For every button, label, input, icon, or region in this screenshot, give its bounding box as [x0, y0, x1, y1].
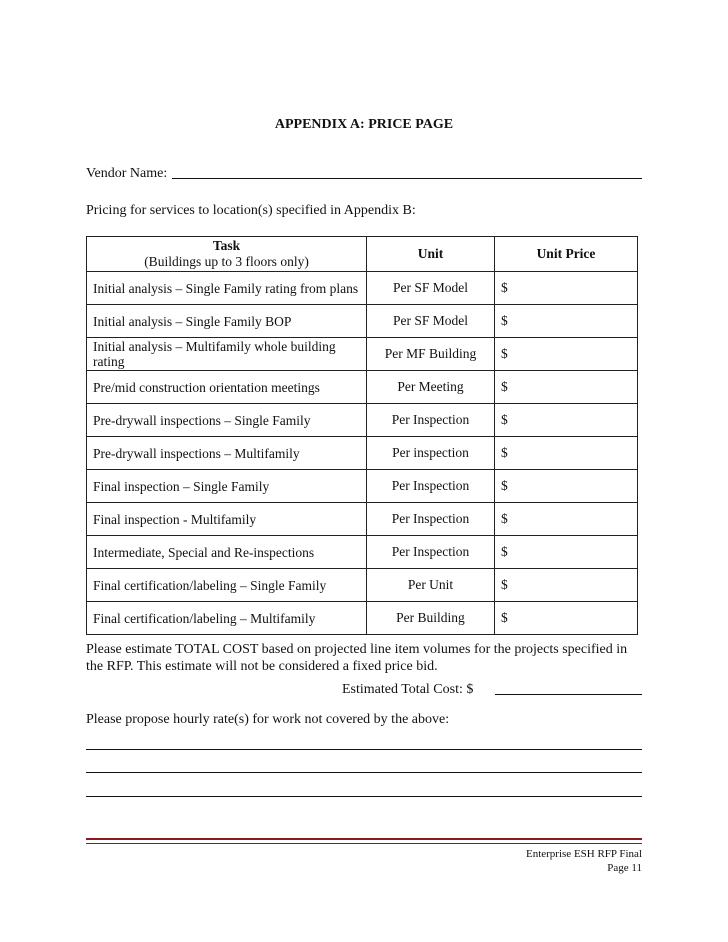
- table-row: [87, 569, 638, 602]
- row-unit: Per inspection: [367, 437, 495, 470]
- row-task: Pre/mid construction orientation meetings: [87, 371, 367, 404]
- estimate-note: Please estimate TOTAL COST based on projected line item volumes for the projects specified in the RFP. This estimate will not be considered a fixed price bid.: [86, 642, 628, 674]
- header-task-sub: (Buildings up to 3 floors only): [144, 254, 309, 269]
- table-row: [87, 272, 638, 305]
- header-task: [87, 237, 367, 272]
- row-unit-price[interactable]: $: [495, 371, 638, 404]
- footer-rule: [86, 838, 642, 840]
- hourly-rate-line-2[interactable]: [86, 772, 642, 773]
- table-row: [87, 371, 638, 404]
- hourly-rate-line-1[interactable]: [86, 749, 642, 750]
- row-unit: Per Inspection: [367, 536, 495, 569]
- vendor-name-field[interactable]: [172, 178, 642, 179]
- row-unit-price[interactable]: $: [495, 602, 638, 635]
- row-unit-price[interactable]: $: [495, 305, 638, 338]
- header-unit: Unit: [367, 237, 495, 272]
- row-unit-price[interactable]: $: [495, 536, 638, 569]
- footer-doc-title: Enterprise ESH RFP Final: [525, 848, 642, 860]
- price-table: [86, 236, 638, 635]
- row-unit-price[interactable]: $: [495, 503, 638, 536]
- table-row: [87, 470, 638, 503]
- table-row: [87, 536, 638, 569]
- row-task: Initial analysis – Multifamily whole building rating: [87, 338, 367, 371]
- hourly-rate-label: Please propose hourly rate(s) for work not covered by the above:: [86, 712, 450, 727]
- row-unit-price[interactable]: $: [495, 437, 638, 470]
- hourly-rate-line-3[interactable]: [86, 796, 642, 797]
- header-task-label: Task: [212, 238, 241, 253]
- row-unit: Per Building: [367, 602, 495, 635]
- estimated-total-field[interactable]: [495, 694, 642, 695]
- row-unit-price[interactable]: $: [495, 272, 638, 305]
- row-unit: Per Unit: [367, 569, 495, 602]
- row-unit-price[interactable]: $: [495, 569, 638, 602]
- footer-page-number: Page 11: [607, 862, 642, 874]
- header-unit-price: Unit Price: [495, 237, 638, 272]
- table-row: [87, 503, 638, 536]
- table-header-row: [87, 237, 638, 272]
- row-unit: Per Inspection: [367, 470, 495, 503]
- footer-rule-thin: [86, 843, 642, 844]
- row-unit: Per Meeting: [367, 371, 495, 404]
- row-task: Pre-drywall inspections – Single Family: [87, 404, 367, 437]
- estimated-total-label: Estimated Total Cost: $: [342, 682, 474, 697]
- pricing-intro: Pricing for services to location(s) specified in Appendix B:: [86, 203, 416, 218]
- row-unit-price[interactable]: $: [495, 470, 638, 503]
- table-row: [87, 602, 638, 635]
- row-unit: Per Inspection: [367, 503, 495, 536]
- table-row: [87, 338, 638, 371]
- vendor-name-label: Vendor Name:: [86, 166, 168, 181]
- row-task: Final inspection – Single Family: [87, 470, 367, 503]
- row-task: Initial analysis – Single Family BOP: [87, 305, 367, 338]
- row-unit-price[interactable]: $: [495, 338, 638, 371]
- row-task: Initial analysis – Single Family rating from plans: [87, 272, 367, 305]
- table-row: [87, 404, 638, 437]
- row-unit: Per SF Model: [367, 305, 495, 338]
- row-task: Final inspection - Multifamily: [87, 503, 367, 536]
- row-task: Final certification/labeling – Single Family: [87, 569, 367, 602]
- row-unit: Per SF Model: [367, 272, 495, 305]
- page-title: APPENDIX A: PRICE PAGE: [274, 117, 454, 132]
- row-unit: Per Inspection: [367, 404, 495, 437]
- row-task: Intermediate, Special and Re-inspections: [87, 536, 367, 569]
- row-task: Pre-drywall inspections – Multifamily: [87, 437, 367, 470]
- table-row: [87, 305, 638, 338]
- table-row: [87, 437, 638, 470]
- row-unit: Per MF Building: [367, 338, 495, 371]
- row-unit-price[interactable]: $: [495, 404, 638, 437]
- row-task: Final certification/labeling – Multifamily: [87, 602, 367, 635]
- footer: [526, 847, 642, 875]
